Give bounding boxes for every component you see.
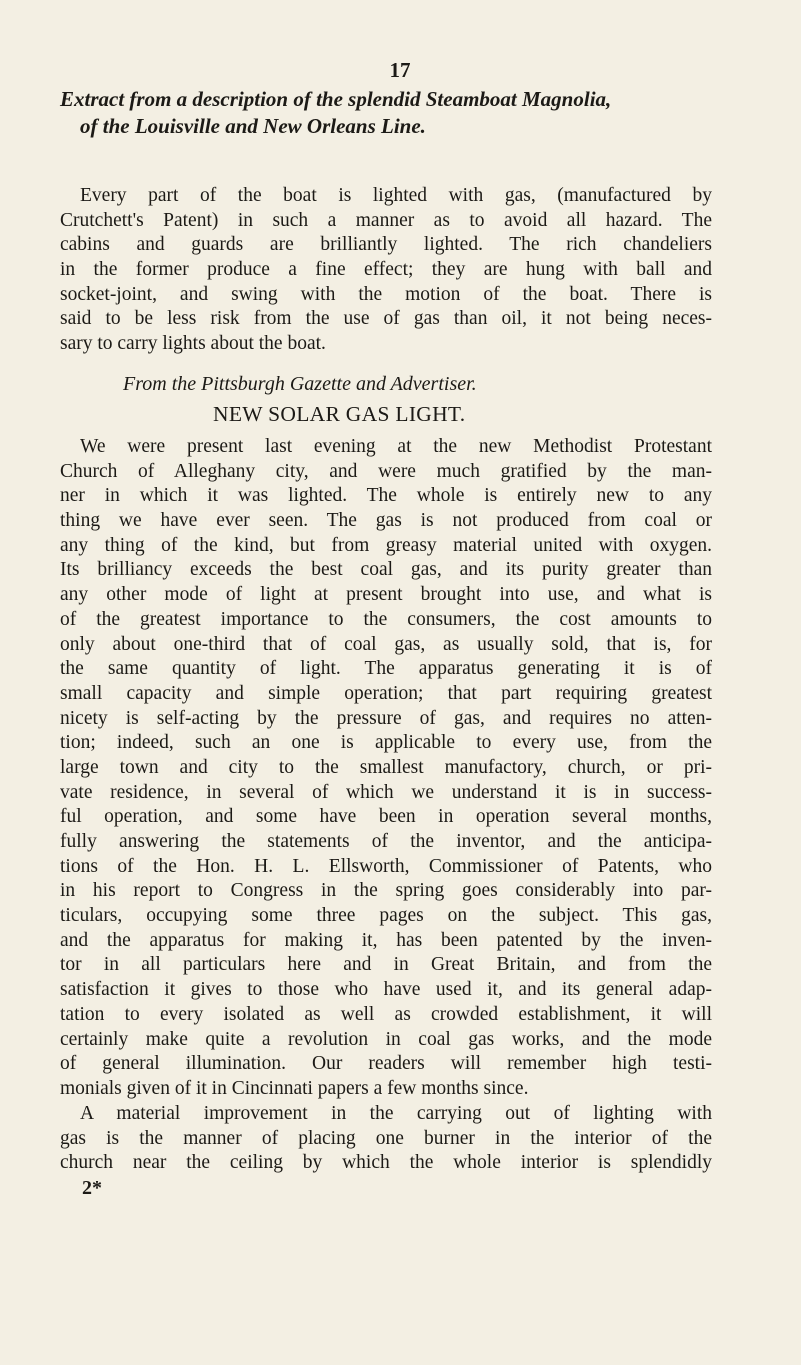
paragraph-line: monials given of it in Cincinnati papers a few months since. bbox=[60, 1077, 529, 1099]
paragraph-line: A material improvement in the carrying out of lighting with bbox=[80, 1103, 712, 1124]
paragraph-line: fully answering the statements of the inventor, and the anticipa- bbox=[60, 831, 712, 852]
paragraph-line: the same quantity of light. The apparatus generating it is of bbox=[60, 658, 712, 680]
paragraph-line: ful operation, and some have been in operation several months, bbox=[60, 806, 712, 828]
paragraph-line: any other mode of light at present brought into use, and what is bbox=[60, 584, 712, 606]
paragraph-line: any thing of the kind, but from greasy material united with oxygen. bbox=[60, 534, 712, 556]
article-title: NEW SOLAR GAS LIGHT. bbox=[213, 402, 466, 426]
extract-heading-line-1: Extract from a description of the splendid Steamboat Magnolia, bbox=[60, 87, 612, 111]
paragraph-line: We were present last evening at the new Methodist Protestant bbox=[80, 436, 712, 457]
paragraph-line: gas is the manner of placing one burner in the interior of the bbox=[60, 1127, 712, 1149]
paragraph-line: socket-joint, and swing with the motion of the boat. There is bbox=[60, 283, 712, 305]
paragraph-line: Church of Alleghany city, and were much gratified by the man- bbox=[60, 460, 712, 482]
paragraph-line: only about one-third that of coal gas, as usually sold, that is, for bbox=[60, 633, 712, 655]
signature-mark: 2* bbox=[82, 1177, 102, 1199]
paragraph-line: Every part of the boat is lighted with gas, (manufactured by bbox=[80, 185, 712, 206]
paragraph-line: church near the ceiling by which the whole interior is splendidly bbox=[60, 1152, 712, 1174]
paragraph-line: satisfaction it gives to those who have used it, and its general adap- bbox=[60, 979, 712, 1001]
paragraph-line: in the former produce a fine effect; they are hung with ball and bbox=[60, 259, 712, 281]
paragraph-line: of the greatest importance to the consumers, the cost amounts to bbox=[60, 608, 712, 630]
paragraph-line: sary to carry lights about the boat. bbox=[60, 333, 326, 355]
solar-gas-paragraph bbox=[60, 435, 712, 1102]
paragraph-line: vate residence, in several of which we understand it is in success- bbox=[60, 781, 712, 803]
paragraph-line: tion; indeed, such an one is applicable to every use, from the bbox=[60, 732, 712, 754]
paragraph-line: ner in which it was lighted. The whole is entirely new to any bbox=[60, 485, 712, 507]
paragraph-line: certainly make quite a revolution in coal gas works, and the mode bbox=[60, 1028, 712, 1050]
paragraph-line: Crutchett's Patent) in such a manner as to avoid all hazard. The bbox=[60, 209, 712, 231]
paragraph-line: tions of the Hon. H. L. Ellsworth, Commissioner of Patents, who bbox=[60, 855, 712, 877]
paragraph-line: tation to every isolated as well as crowded establishment, it will bbox=[60, 1003, 712, 1025]
paragraph-line: cabins and guards are brilliantly lighted. The rich chandeliers bbox=[60, 234, 712, 256]
paragraph-line: ticulars, occupying some three pages on the subject. This gas, bbox=[60, 905, 712, 927]
page-number: 17 bbox=[389, 58, 411, 82]
extract-heading-line-2: of the Louisville and New Orleans Line. bbox=[80, 114, 426, 138]
paragraph-line: small capacity and simple operation; that part requiring greatest bbox=[60, 682, 712, 704]
paragraph-line: and the apparatus for making it, has been patented by the inven- bbox=[60, 929, 712, 951]
paragraph-line: tor in all particulars here and in Great Britain, and from the bbox=[60, 954, 712, 976]
lighting-paragraph bbox=[60, 1102, 712, 1176]
paragraph-line: large town and city to the smallest manufactory, church, or pri- bbox=[60, 756, 712, 778]
article-source: From the Pittsburgh Gazette and Advertiser. bbox=[123, 373, 477, 395]
extract-heading bbox=[60, 86, 760, 140]
paragraph-line: Its brilliancy exceeds the best coal gas, and its purity greater than bbox=[60, 559, 712, 581]
steamboat-paragraph bbox=[60, 184, 712, 357]
paragraph-line: in his report to Congress in the spring goes considerably into par- bbox=[60, 880, 712, 902]
paragraph-line: nicety is self-acting by the pressure of gas, and requires no atten- bbox=[60, 707, 712, 729]
paragraph-line: of general illumination. Our readers will remember high testi- bbox=[60, 1053, 712, 1075]
paragraph-line: thing we have ever seen. The gas is not produced from coal or bbox=[60, 510, 712, 532]
paragraph-line: said to be less risk from the use of gas than oil, it not being neces- bbox=[60, 308, 712, 330]
